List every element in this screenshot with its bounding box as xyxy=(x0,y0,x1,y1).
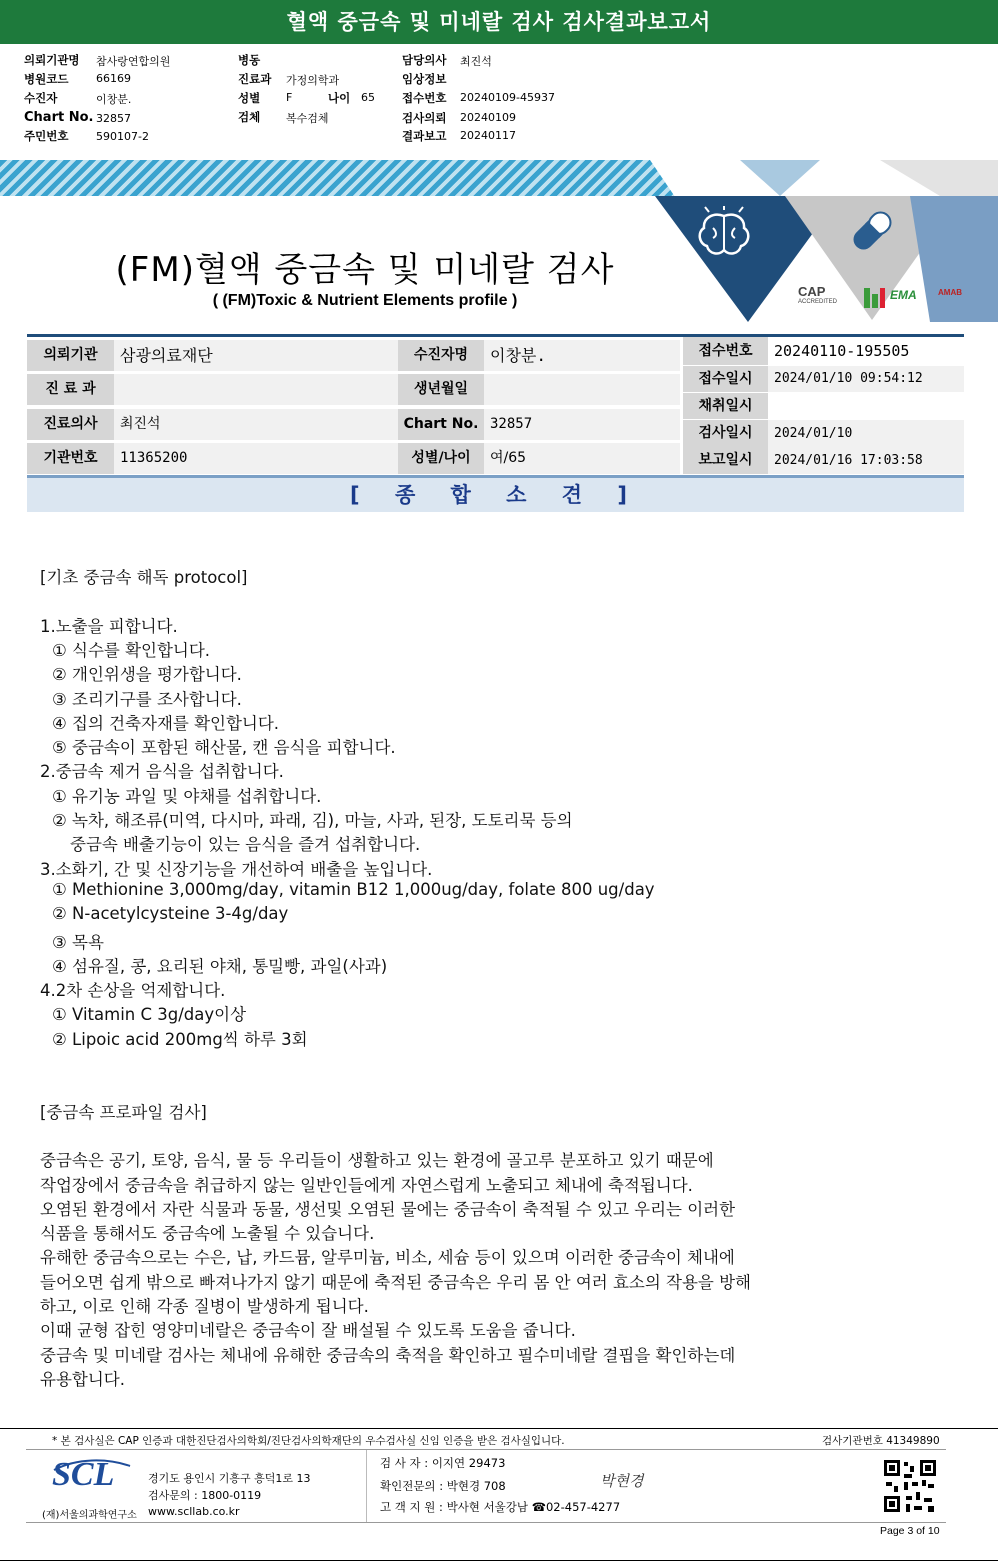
value: 이창분. xyxy=(96,93,132,106)
ema-logo: EMA xyxy=(890,288,917,302)
value: 20240109-45937 xyxy=(460,91,555,104)
value xyxy=(114,374,398,405)
value xyxy=(484,374,680,405)
body-text-line: 유해한 중금속으로는 수은, 납, 카드뮴, 알루미늄, 비소, 세슘 등이 있으며 이러한 중금속이 체내에 xyxy=(40,1248,735,1268)
value: 참사랑연합의원 xyxy=(96,55,171,68)
label: 수진자 xyxy=(24,91,58,105)
customer-support: 고 객 지 원 : 박사현 서울강남 ☎02-457-4277 xyxy=(380,1500,621,1514)
value: 2024/01/16 17:03:58 xyxy=(768,447,964,474)
body-text-line: ③ 목욕 xyxy=(52,932,104,952)
body-text-line: 작업장에서 중금속을 취급하지 않는 일반인들에게 자연스럽게 노출되고 체내에 축적됩니다. xyxy=(40,1175,693,1195)
body-text-line: ④ 집의 건축자재를 확인합니다. xyxy=(52,713,280,733)
label: 진 료 과 xyxy=(27,374,114,405)
label: 성별/나이 xyxy=(398,443,484,474)
footer-org-number: 검사기관번호 41349890 xyxy=(822,1435,940,1447)
body-text-line: 중금속 및 미네랄 검사는 체내에 유해한 중금속의 축적을 확인하고 필수미네랄 결핍을 확인하는데 xyxy=(40,1345,736,1365)
footer-inner-divider xyxy=(26,1449,946,1450)
value: 66169 xyxy=(96,72,131,85)
footer-column-divider xyxy=(366,1450,367,1522)
report-header-info xyxy=(0,44,998,161)
label: 주민번호 xyxy=(24,129,69,143)
value: 32857 xyxy=(96,112,131,125)
body-text-line: ② Lipoic acid 200mg씩 하루 3회 xyxy=(52,1029,308,1049)
label: Chart No. xyxy=(24,110,94,125)
value: 이창분. xyxy=(484,340,680,371)
org-inquiry: 검사문의 : 1800-0119 xyxy=(148,1489,262,1502)
body-text-line: 들어오면 쉽게 밖으로 빠져나가지 않기 때문에 축적된 중금속은 우리 몸 안 여러 효소의 작용을 방해 xyxy=(40,1272,751,1292)
body-text-line: 3.소화기, 간 및 신장기능을 개선하여 배출을 높입니다. xyxy=(40,859,433,879)
page-bottom-rule xyxy=(0,1560,998,1561)
body-text-line: ④ 섬유질, 콩, 요리된 야채, 통밀빵, 과일(사과) xyxy=(52,956,388,976)
value: 여/65 xyxy=(484,443,680,474)
body-text-line: 하고, 이로 인해 각종 질병이 발생하게 됩니다. xyxy=(40,1297,369,1316)
body-text-line: 중금속은 공기, 토양, 음식, 물 등 우리들이 생활하고 있는 환경에 골고루 분포하고 있기 때문에 xyxy=(40,1151,714,1171)
label: 성별 xyxy=(238,91,261,105)
cap-logo-sub: ACCREDITED xyxy=(798,299,838,305)
page-title: (FM)혈액 중금속 및 미네랄 검사 xyxy=(115,250,615,290)
footer-divider xyxy=(0,1428,998,1429)
page-number: Page 3 of 10 xyxy=(880,1525,940,1537)
value: 20240109 xyxy=(460,111,516,124)
label: 검사일시 xyxy=(683,420,768,447)
body-text-line: 중금속 배출기능이 있는 음식을 즐겨 섭취합니다. xyxy=(70,835,421,855)
kolas-logo xyxy=(862,286,886,310)
value: 삼광의료재단 xyxy=(114,340,398,371)
value xyxy=(768,393,964,419)
label: 접수번호 xyxy=(683,337,768,365)
org-website: www.scllab.co.kr xyxy=(148,1505,240,1518)
label: 접수일시 xyxy=(683,366,768,392)
value: 최진석 xyxy=(460,55,492,68)
body-text-line: 유용합니다. xyxy=(40,1369,125,1389)
body-text-line: ③ 조리기구를 조사합니다. xyxy=(52,689,242,709)
body-text-line: ② 개인위생을 평가합니다. xyxy=(52,665,242,685)
label: 접수번호 xyxy=(402,91,447,105)
value: 32857 xyxy=(484,409,680,440)
value: 590107-2 xyxy=(96,130,149,143)
label: 의뢰기관 xyxy=(27,340,114,371)
label: 담당의사 xyxy=(402,53,447,67)
value: 20240117 xyxy=(460,129,516,142)
value: 20240110-195505 xyxy=(768,337,964,365)
cap-logo xyxy=(798,284,856,312)
body-text-line: ② 녹차, 해조류(미역, 다시마, 파래, 김), 마늘, 사과, 된장, 도토리묵 등의 xyxy=(52,811,573,830)
pill-icon xyxy=(846,206,898,256)
body-text-line: [중금속 프로파일 검사] xyxy=(40,1102,207,1122)
cap-logo-text: CAP xyxy=(798,284,826,299)
body-text-line: ① Vitamin C 3g/day이상 xyxy=(52,1005,247,1025)
body-text-line: ① Methionine 3,000mg/day, vitamin B12 1,000ug/day, folate 800 ug/day xyxy=(52,879,655,899)
label: 임상정보 xyxy=(402,72,447,86)
org-name: (재)서울의과학연구소 xyxy=(42,1510,137,1521)
body-text-line: 1.노출을 피합니다. xyxy=(40,616,178,636)
value: 가정의학과 xyxy=(286,74,340,87)
label: Chart No. xyxy=(398,409,484,440)
page-subtitle: ( (FM)Toxic & Nutrient Elements profile ) xyxy=(212,292,518,309)
footer-note: * 본 검사실은 CAP 인증과 대한진단검사의학회/진단검사의학재단의 우수검사실 신임 인증을 받은 검사실입니다. xyxy=(52,1435,565,1447)
body-text-line: 4.2차 손상을 억제합니다. xyxy=(40,981,226,1001)
label: 진료과 xyxy=(238,72,272,86)
body-text-line: 2.중금속 제거 음식을 섭취합니다. xyxy=(40,762,284,782)
label: 진료의사 xyxy=(27,409,114,440)
label: 채취일시 xyxy=(683,393,768,419)
label: 보고일시 xyxy=(683,447,768,474)
body-text-line: ② N-acetylcysteine 3-4g/day xyxy=(52,904,289,924)
footer-bottom-divider xyxy=(26,1522,946,1523)
scl-logo: SCL xyxy=(52,1456,115,1493)
body-text-line: 식품을 통해서도 중금속에 노출될 수 있습니다. xyxy=(40,1224,375,1244)
value: 11365200 xyxy=(114,443,398,474)
value: F xyxy=(286,91,293,104)
label: 병원코드 xyxy=(24,72,69,86)
specialist: 확인전문의 : 박현경 708 xyxy=(380,1479,506,1493)
label: 검사의뢰 xyxy=(402,111,447,125)
report-banner-title: 혈액 중금속 및 미네랄 검사 검사결과보고서 xyxy=(0,0,998,44)
label: 나이 xyxy=(328,91,351,105)
label: 병동 xyxy=(238,53,261,67)
label: 결과보고 xyxy=(402,129,447,143)
qr-code-icon xyxy=(882,1458,938,1514)
summary-header: [ 종 합 소 견 ] xyxy=(27,475,964,512)
value: 65 xyxy=(361,91,375,104)
body-text-line: ⑤ 중금속이 포함된 해산물, 캔 음식을 피합니다. xyxy=(52,738,396,758)
signature: 박현경 xyxy=(600,1472,644,1490)
value: 2024/01/10 xyxy=(768,420,964,447)
value: 2024/01/10 09:54:12 xyxy=(768,366,964,392)
tester: 검 사 자 : 이지연 29473 xyxy=(380,1456,506,1470)
body-text-line: ① 식수를 확인합니다. xyxy=(52,640,211,660)
body-text-line: 이때 균형 잡힌 영양미네랄은 중금속이 잘 배설될 수 있도록 도움을 줍니다. xyxy=(40,1321,576,1341)
value: 복수검체 xyxy=(286,112,329,125)
scl-logo-swoosh xyxy=(52,1458,132,1472)
body-text-line: ① 유기농 과일 및 야채를 섭취합니다. xyxy=(52,786,322,806)
label: 검체 xyxy=(238,110,261,124)
body-text-line: 오염된 환경에서 자란 식물과 동물, 생선및 오염된 물에는 중금속이 축적될 수 있고 우리는 이러한 xyxy=(40,1199,736,1219)
label: 수진자명 xyxy=(398,340,484,371)
label: 생년월일 xyxy=(398,374,484,405)
org-address: 경기도 용인시 기흥구 흥덕1로 13 xyxy=(148,1472,311,1485)
amab-logo: AMAB xyxy=(938,288,962,297)
body-text-line: [기초 중금속 해독 protocol] xyxy=(40,568,248,587)
label: 의뢰기관명 xyxy=(24,53,80,67)
label: 기관번호 xyxy=(27,443,114,474)
value: 최진석 xyxy=(114,409,398,440)
